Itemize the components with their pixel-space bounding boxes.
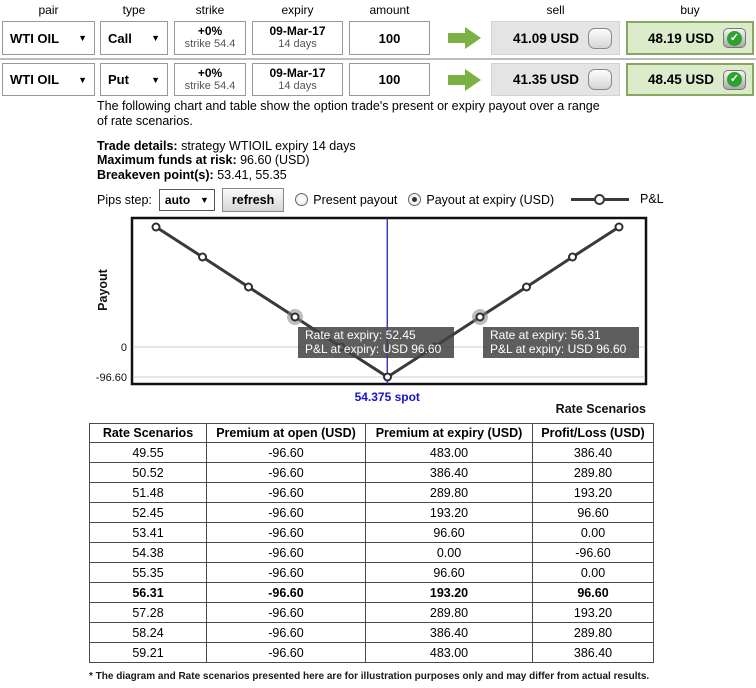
amount-value: 100: [378, 30, 401, 46]
table-cell: 483.00: [366, 443, 533, 463]
buy-button[interactable]: [626, 21, 754, 55]
pair-value: WTI OIL: [10, 72, 60, 87]
expiry-box[interactable]: [252, 63, 343, 96]
data-point-marker: [245, 284, 252, 291]
strike-percent: +0%: [197, 24, 223, 38]
data-point-marker: [384, 374, 391, 381]
pair-value: WTI OIL: [10, 30, 60, 46]
radio-label: Present payout: [313, 192, 398, 207]
radio-icon: [295, 193, 308, 206]
table-cell: 193.20: [533, 603, 654, 623]
table-cell: 55.35: [90, 563, 207, 583]
table-cell: 289.80: [533, 463, 654, 483]
table-row: [90, 543, 654, 563]
table-cell: 57.28: [90, 603, 207, 623]
table-cell: 49.55: [90, 443, 207, 463]
expiry-date: 09-Mar-17: [269, 24, 326, 38]
chart-legend: [571, 191, 664, 207]
row-divider: [0, 58, 756, 60]
strike-value: strike 54.4: [184, 38, 236, 50]
data-point-marker: [291, 314, 298, 321]
table-cell: 0.00: [366, 543, 533, 563]
strike-box[interactable]: [174, 63, 246, 96]
table-row: [90, 443, 654, 463]
table-cell: 386.40: [533, 643, 654, 663]
table-cell: -96.60: [207, 463, 366, 483]
table-cell: -96.60: [207, 503, 366, 523]
column-header: Premium at open (USD): [207, 424, 366, 443]
data-point-marker: [477, 314, 484, 321]
table-cell: 0.00: [533, 563, 654, 583]
amount-input[interactable]: [349, 21, 430, 55]
sell-button[interactable]: [491, 63, 620, 96]
column-label-sell: sell: [546, 3, 565, 17]
buy-price: 48.45 USD: [647, 72, 714, 87]
type-value: Call: [108, 30, 132, 46]
radio-present-payout[interactable]: [295, 193, 397, 207]
data-point-marker: [523, 284, 530, 291]
max-funds-line: Maximum funds at risk: 96.60 (USD): [97, 153, 310, 168]
buy-checkbox[interactable]: [723, 28, 746, 48]
sell-checkbox[interactable]: [588, 28, 612, 49]
table-cell: -96.60: [207, 523, 366, 543]
table-cell: -96.60: [207, 623, 366, 643]
tooltip-pnl-text: P&L at expiry: USD 96.60: [304, 342, 442, 356]
table-cell: 289.80: [533, 623, 654, 643]
table-row: [90, 503, 654, 523]
column-label-pair: pair: [38, 3, 59, 17]
table-cell: 193.20: [366, 583, 533, 603]
strike-percent: +0%: [197, 65, 223, 80]
tooltip-rate-text: Rate at expiry: 56.31: [490, 328, 601, 342]
arrow-right-icon: [446, 21, 484, 55]
sell-price: 41.09 USD: [512, 30, 579, 46]
table-header-row: [90, 424, 654, 443]
table-cell: 96.60: [533, 503, 654, 523]
plot-area: [132, 218, 646, 384]
tooltip-pnl-text: P&L at expiry: USD 96.60: [490, 342, 627, 356]
arrow-right-icon: [446, 63, 484, 96]
sell-button[interactable]: [491, 21, 620, 55]
expiry-days: 14 days: [278, 79, 317, 92]
check-icon: ✓: [727, 31, 742, 46]
table-cell: 54.38: [90, 543, 207, 563]
table-cell: 193.20: [366, 503, 533, 523]
rate-scenarios-table: [89, 423, 654, 663]
description-text: The following chart and table show the option trade's present or expiry payout over a range of rate scenarios.: [97, 99, 600, 128]
data-point-marker: [199, 254, 206, 261]
table-cell: 59.21: [90, 643, 207, 663]
check-icon: ✓: [727, 72, 742, 87]
column-header: Premium at expiry (USD): [366, 424, 533, 443]
data-point-marker: [153, 224, 160, 231]
table-cell: -96.60: [207, 583, 366, 603]
sell-price: 41.35 USD: [512, 72, 579, 87]
table-cell: -96.60: [207, 563, 366, 583]
table-cell: -96.60: [207, 643, 366, 663]
pair-select[interactable]: [2, 63, 95, 96]
amount-value: 100: [378, 72, 401, 87]
chart-controls: [97, 187, 554, 212]
table-cell: 96.60: [366, 563, 533, 583]
table-row: [90, 563, 654, 583]
table-row: [90, 583, 654, 603]
type-value: Put: [108, 72, 129, 87]
column-label-strike: strike: [195, 3, 225, 17]
y-tick-label: 0: [120, 342, 127, 354]
expiry-box[interactable]: [252, 21, 343, 55]
table-cell: 96.60: [366, 523, 533, 543]
table-row: [90, 623, 654, 643]
buy-price: 48.19 USD: [647, 30, 714, 46]
column-label-expiry: expiry: [281, 3, 314, 17]
expiry-date: 09-Mar-17: [269, 65, 326, 80]
chevron-down-icon: ▼: [151, 33, 160, 43]
legend-label: P&L: [640, 192, 664, 206]
radio-selected-icon: [408, 193, 421, 206]
table-cell: 50.52: [90, 463, 207, 483]
table-cell: -96.60: [207, 543, 366, 563]
table-cell: 386.40: [366, 463, 533, 483]
table-cell: 53.41: [90, 523, 207, 543]
pips-step-select[interactable]: auto ▼: [159, 189, 215, 211]
table-cell: 289.80: [366, 483, 533, 503]
column-label-amount: amount: [369, 3, 410, 17]
chevron-down-icon: ▼: [78, 33, 87, 43]
table-cell: 193.20: [533, 483, 654, 503]
payout-chart[interactable]: [90, 213, 660, 415]
table-cell: 483.00: [366, 643, 533, 663]
column-header: Profit/Loss (USD): [533, 424, 654, 443]
strike-value: strike 54.4: [184, 79, 236, 92]
table-row: [90, 483, 654, 503]
table-row: [90, 643, 654, 663]
y-axis-label: Payout: [96, 269, 110, 311]
table-cell: -96.60: [207, 483, 366, 503]
table-cell: -96.60: [207, 603, 366, 623]
column-label-type: type: [122, 3, 146, 17]
table-cell: 0.00: [533, 523, 654, 543]
buy-button[interactable]: [626, 63, 754, 96]
chevron-down-icon: ▼: [199, 194, 209, 205]
expiry-days: 14 days: [278, 38, 317, 50]
chevron-down-icon: ▼: [151, 74, 160, 85]
line-marker-icon: [571, 198, 629, 201]
radio-label: Payout at expiry (USD): [426, 192, 555, 207]
trade-details-line: Trade details: strategy WTIOIL expiry 14 days: [97, 139, 356, 153]
buy-checkbox[interactable]: [723, 70, 746, 90]
table-cell: 386.40: [366, 623, 533, 643]
table-row: [90, 523, 654, 543]
data-point-marker: [616, 224, 623, 231]
tooltip-rate-text: Rate at expiry: 52.45: [304, 328, 416, 342]
table-row: [90, 603, 654, 623]
table-cell: -96.60: [533, 543, 654, 563]
breakeven-line: Breakeven point(s): 53.41, 55.35: [97, 167, 287, 182]
disclaimer-footnote: * The diagram and Rate scenarios presented here are for illustration purposes only and may differ from actual results.: [89, 671, 650, 682]
trade-details-block: [97, 139, 356, 182]
table-cell: 51.48: [90, 483, 207, 503]
column-label-buy: buy: [680, 3, 700, 17]
pair-select[interactable]: [2, 21, 95, 55]
table-cell: 386.40: [533, 443, 654, 463]
type-select[interactable]: [100, 63, 168, 96]
data-point-marker: [569, 254, 576, 261]
x-axis-label: Rate Scenarios: [555, 402, 646, 415]
table-cell: 58.24: [90, 623, 207, 643]
spot-label: 54.375 spot: [354, 390, 420, 404]
y-tick-label: -96.60: [95, 372, 127, 384]
table-row: [90, 463, 654, 483]
strike-box[interactable]: [174, 21, 246, 55]
table-cell: 96.60: [533, 583, 654, 603]
type-select[interactable]: [100, 21, 168, 55]
table-cell: 56.31: [90, 583, 207, 603]
radio-payout-at-expiry[interactable]: [408, 193, 554, 207]
table-cell: 289.80: [366, 603, 533, 623]
amount-input[interactable]: [349, 63, 430, 96]
pips-step-label: Pips step:: [97, 192, 152, 207]
refresh-button[interactable]: refresh: [222, 188, 284, 212]
table-cell: -96.60: [207, 443, 366, 463]
chevron-down-icon: ▼: [78, 74, 87, 85]
sell-checkbox[interactable]: [588, 69, 612, 90]
column-header: Rate Scenarios: [90, 424, 207, 443]
table-cell: 52.45: [90, 503, 207, 523]
